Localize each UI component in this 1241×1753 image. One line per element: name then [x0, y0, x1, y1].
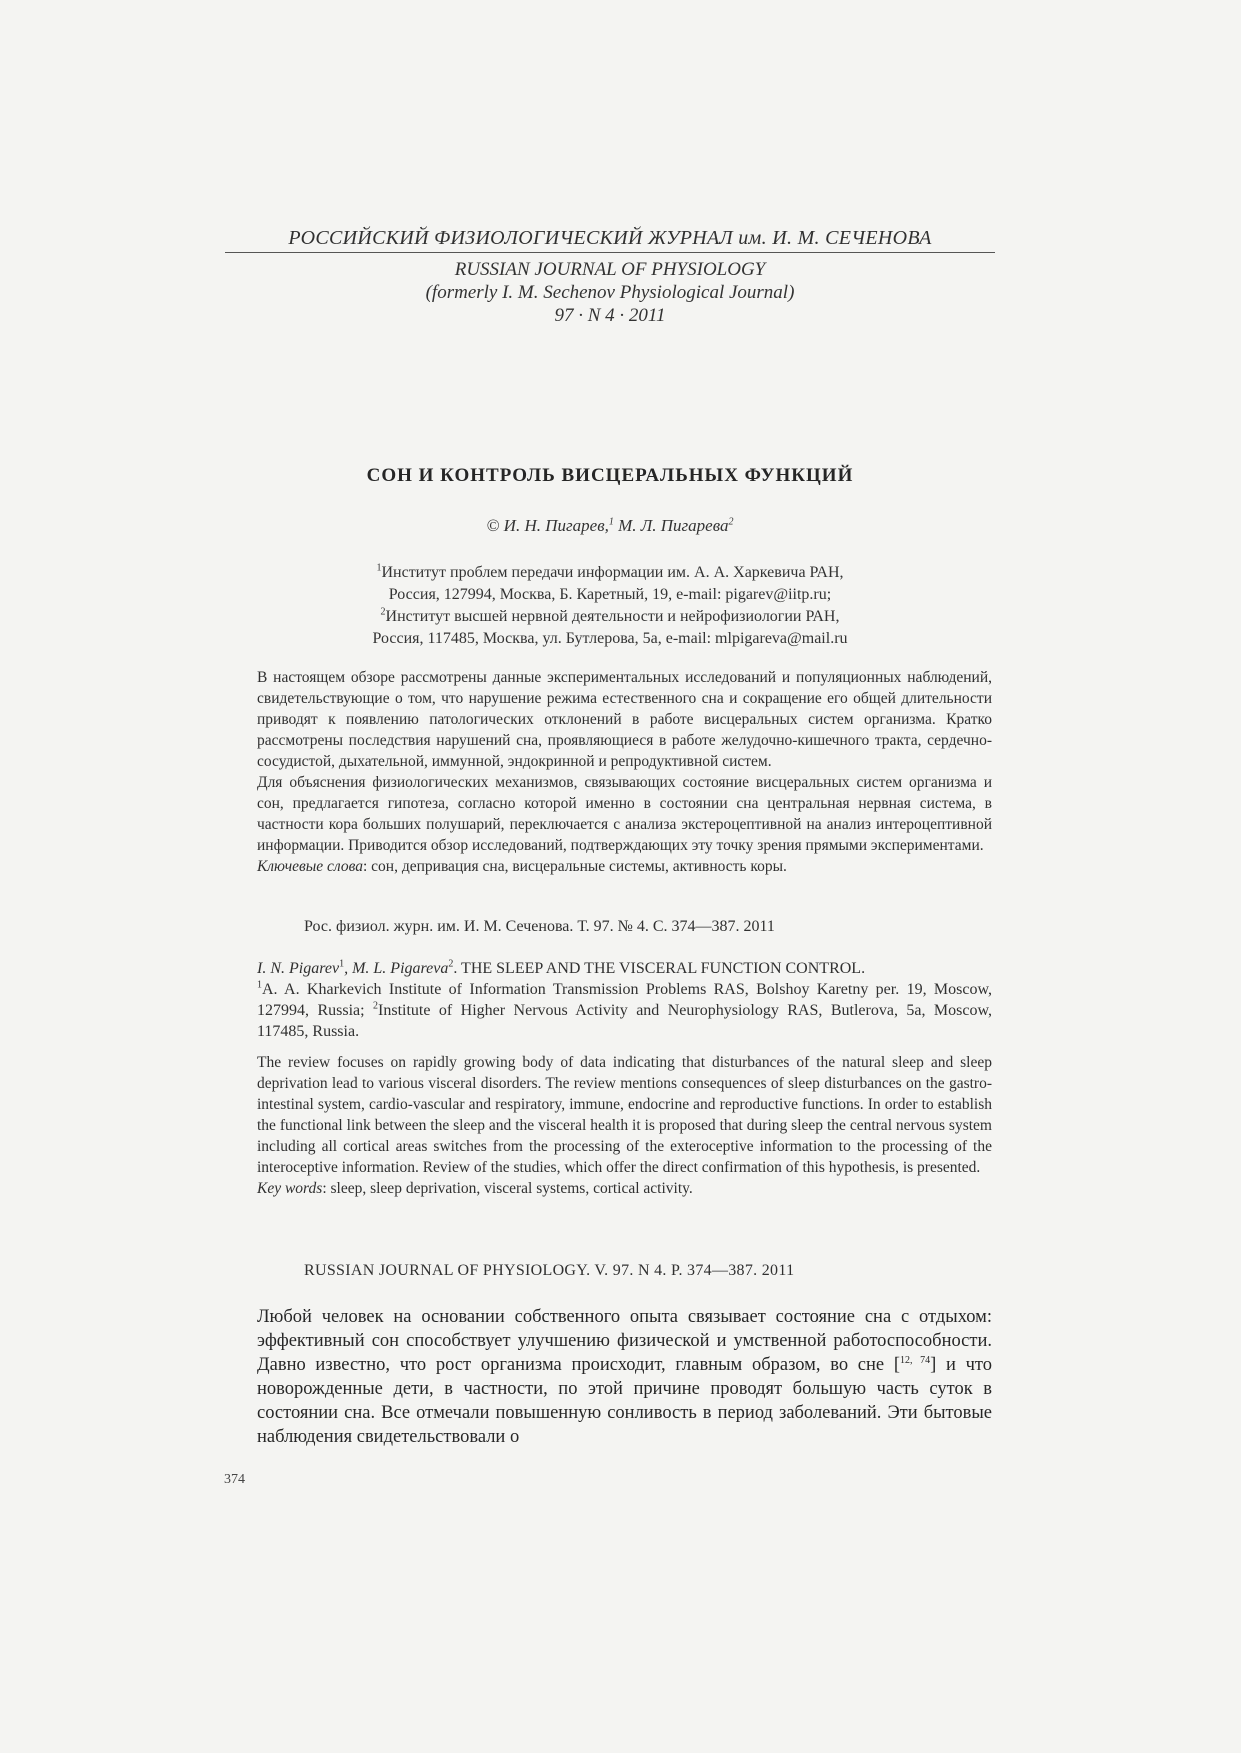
keywords-ru-text: : сон, депривация сна, висцеральные системы, активность коры. [362, 858, 787, 875]
journal-title-ru: РОССИЙСКИЙ ФИЗИОЛОГИЧЕСКИЙ ЖУРНАЛ им. И. М. СЕЧЕНОВА [288, 227, 932, 249]
abstract-ru-paragraph-2: Для объяснения физиологических механизмов, связывающих состояние висцеральных систем организма и сон, предлагается гипотеза, согласно которой именно в состоянии сна центральная нервная система, в частности кора больших полушарий, переключается с анализа экстероцептивной на анализ интероцептивной информации. Приводится обзор исследований, подтверждающих эту точку зрения прямыми экспериментами. [257, 774, 992, 854]
journal-former-name: (formerly I. M. Sechenov Physiological Journal) [425, 282, 795, 303]
affiliation-2-line-2: Россия, 117485, Москва, ул. Бутлерова, 5а, e-mail: mlpigareva@mail.ru [372, 630, 848, 647]
body-text [257, 1305, 992, 1449]
citation-ru: Рос. физиол. журн. им. И. М. Сеченова. Т. 97. № 4. С. 374—387. 2011 [304, 918, 775, 935]
body-text-b: ] и что новорожденные дети, в частности, по этой причине проводят большую часть суток в состоянии сна. Все отмечали повышенную сонливость в период заболеваний. Эти бытовые наблюдения свидетельствовали о [257, 1355, 992, 1447]
body-paragraph [257, 1305, 992, 1449]
affiliations [225, 562, 995, 650]
journal-header [225, 225, 995, 327]
english-affiliation-1: A. A. Kharkevich Institute of Information Transmission Problems RAS, Bolshoy Karetny per. 19, Moscow, 127994, Russia; [257, 981, 992, 1019]
abstract-en-paragraph: The review focuses on rapidly growing body of data indicating that disturbances of the natural sleep and sleep deprivation lead to various visceral disorders. The review mentions consequences of sleep disturbances on the gastro-intestinal system, cardio-vascular and respiratory, immune, endocrine and reproductive functions. In order to establish the functional link between the sleep and the visceral health it is proposed that during sleep the central nervous system including all cortical areas switches from the processing of the exteroceptive information to the processing of the interoceptive information. Review of the studies, which offer the direct confirmation of this hypothesis, is presented. [257, 1054, 992, 1176]
author-1: © И. Н. Пигарев, [486, 516, 609, 535]
abstract-ru [257, 667, 992, 877]
body-text-a: Любой человек на основании собственного опыта связывает состояние сна с отдыхом: эффективный сон способствует улучшению физической и умственной работоспособности. Давно известно, что рост организма происходит, главным образом, во сне [ [257, 1307, 992, 1375]
article-title: СОН И КОНТРОЛЬ ВИСЦЕРАЛЬНЫХ ФУНКЦИЙ [366, 465, 854, 486]
journal-issue: 97 · N 4 · 2011 [554, 305, 666, 326]
english-title-block [257, 958, 992, 1042]
author-2-sup: 2 [728, 516, 734, 528]
english-author-2-sup: 2 [448, 958, 454, 970]
english-aff-1-sup: 1 [257, 979, 262, 991]
article-authors [225, 516, 995, 536]
english-author-1-sup: 1 [339, 958, 345, 970]
abstract-ru-paragraph-1: В настоящем обзоре рассмотрены данные экспериментальных исследований и популяционных наблюдений, свидетельствующие о том, что нарушение режима естественного сна и сокращение его общей длительности приводят к появлению патологических отклонений в работе висцеральных систем организма. Кратко рассмотрены последствия нарушений сна, проявляющиеся в работе желудочно-кишечного тракта, сердечно-сосудистой, дыхательной, иммунной, эндокринной и репродуктивной систем. [257, 669, 992, 770]
abstract-en [257, 1052, 992, 1199]
abstract-ru-keywords [257, 856, 992, 877]
journal-title-en: RUSSIAN JOURNAL OF PHYSIOLOGY [454, 259, 766, 280]
affiliation-2-line-1 [225, 606, 995, 628]
english-title: . THE SLEEP AND THE VISCERAL FUNCTION CONTROL. [453, 960, 866, 977]
affiliation-2-sup: 2 [380, 606, 386, 618]
author-1-sup: 1 [608, 516, 614, 528]
english-author-2: , M. L. Pigareva [344, 960, 449, 977]
keywords-en-text: : sleep, sleep deprivation, visceral systems, cortical activity. [322, 1180, 693, 1197]
english-affiliation-2: Institute of Higher Nervous Activity and Neurophysiology RAS, Butlerova, 5a, Moscow, 117485, Russia. [257, 1002, 992, 1040]
author-2: М. Л. Пигарева [613, 516, 729, 535]
affiliation-1-line-2: Россия, 127994, Москва, Б. Каретный, 19, e-mail: pigarev@iitp.ru; [388, 586, 832, 603]
abstract-en-keywords [257, 1178, 992, 1199]
citation-en: RUSSIAN JOURNAL OF PHYSIOLOGY. V. 97. N 4. P. 374—387. 2011 [304, 1262, 795, 1279]
affiliation-1-text: Институт проблем передачи информации им. А. А. Харкевича РАН, [381, 564, 844, 581]
english-aff-2-sup: 2 [373, 1000, 379, 1012]
header-rule [225, 252, 995, 253]
keywords-ru-label: Ключевые слова [257, 858, 363, 875]
page-number: 374 [224, 1472, 245, 1487]
affiliation-2-text: Институт высшей нервной деятельности и нейрофизиологии РАН, [385, 608, 840, 625]
english-author-1: I. N. Pigarev [257, 960, 340, 977]
keywords-en-label: Key words [257, 1180, 323, 1197]
affiliation-1-line-1 [225, 562, 995, 584]
affiliation-1-sup: 1 [376, 562, 382, 574]
body-refs: 12, 74 [900, 1354, 931, 1366]
